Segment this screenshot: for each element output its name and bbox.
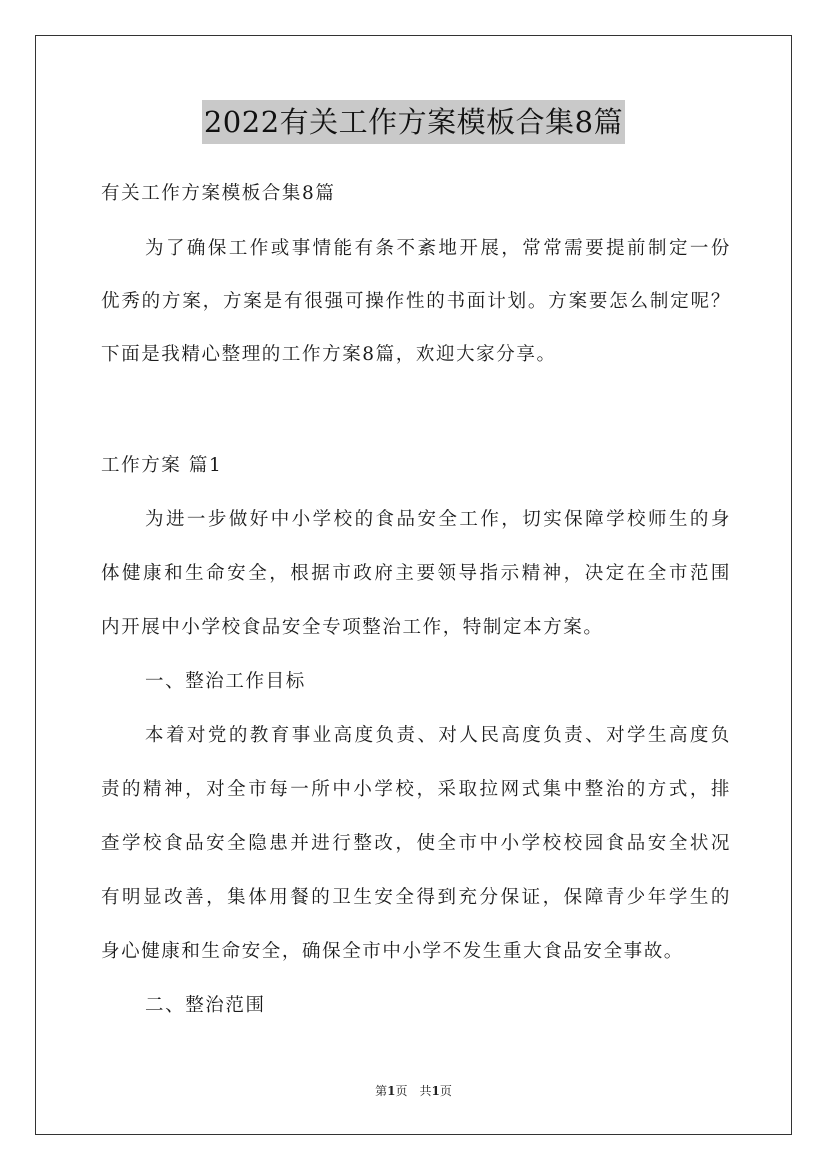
footer-prefix: 第 xyxy=(375,1084,388,1098)
subheading-2: 二、整治范围 xyxy=(145,995,266,1016)
subtitle-line: 有关工作方案模板合集8篇 xyxy=(101,183,336,204)
body-line-4: 本着对党的教育事业高度负责、对人民高度负责、对学生高度负 xyxy=(145,725,731,746)
intro-line-1: 为了确保工作或事情能有条不紊地开展，常常需要提前制定一份 xyxy=(145,238,731,259)
subheading-1: 一、整治工作目标 xyxy=(145,671,306,692)
body-line-5: 责的精神，对全市每一所中小学校，采取拉网式集中整治的方式，排 xyxy=(101,779,731,800)
body-line-6: 查学校食品安全隐患并进行整改，使全市中小学校校园食品安全状况 xyxy=(101,833,731,854)
body-line-3: 内开展中小学校食品安全专项整治工作，特制定本方案。 xyxy=(101,617,604,638)
intro-line-2: 优秀的方案，方案是有很强可操作性的书面计划。方案要怎么制定呢？ xyxy=(101,291,731,312)
title-container xyxy=(0,100,827,144)
body-line-8: 身心健康和生命安全，确保全市中小学不发生重大食品安全事故。 xyxy=(101,941,684,962)
body-line-2: 体健康和生命安全，根据市政府主要领导指示精神，决定在全市范围 xyxy=(101,563,731,584)
document-title: 2022有关工作方案模板合集8篇 xyxy=(202,100,625,144)
body-line-7: 有明显改善，集体用餐的卫生安全得到充分保证，保障青少年学生的 xyxy=(101,887,731,908)
footer-mid: 页 共 xyxy=(395,1084,432,1098)
body-line-1: 为进一步做好中小学校的食品安全工作，切实保障学校师生的身 xyxy=(145,509,731,530)
footer-page-total: 1 xyxy=(431,1084,440,1098)
section-heading: 工作方案 篇1 xyxy=(101,455,223,476)
footer-suffix: 页 xyxy=(439,1084,452,1098)
intro-line-3: 下面是我精心整理的工作方案8篇，欢迎大家分享。 xyxy=(101,344,557,365)
page-footer xyxy=(0,1082,827,1100)
footer-page-current: 1 xyxy=(387,1084,396,1098)
